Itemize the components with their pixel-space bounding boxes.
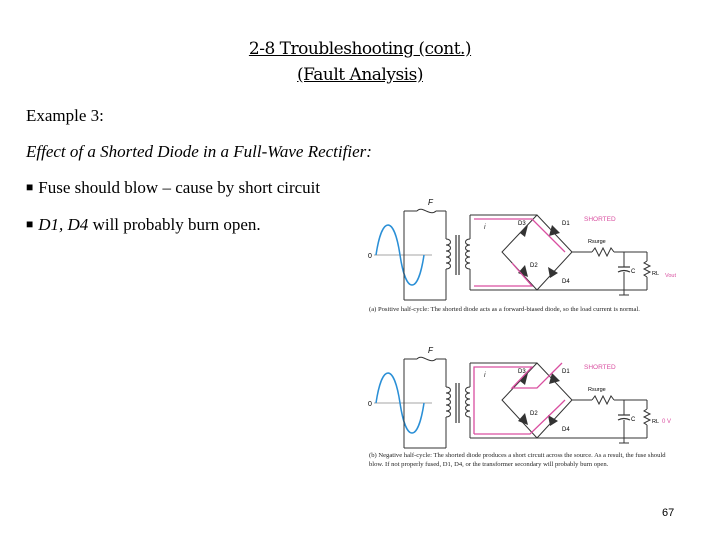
capacitor-label: C (631, 417, 636, 423)
figure-caption-b: (b) Negative half-cycle: The shorted diode produces a short circuit across the source. As a result, the fuse should blow. If not properly fused, D1, D4, or the transformer secondary will probably burn open. (369, 452, 666, 468)
d3-label: D3 (518, 369, 526, 375)
rsurge-label: Rsurge (588, 239, 606, 245)
circuit-diagram-b (368, 346, 671, 448)
d1-label: D1 (562, 221, 570, 227)
current-label: i (484, 372, 486, 379)
bullet-marker-icon: ■ (26, 217, 34, 231)
load-resistor (644, 409, 650, 425)
vout-label: 0 V (662, 419, 672, 425)
bullet-marker-icon: ■ (26, 180, 34, 194)
shorted-label: SHORTED (584, 216, 616, 223)
capacitor-label: C (631, 269, 636, 275)
surge-resistor (592, 248, 614, 256)
transformer-secondary (466, 239, 471, 269)
surge-resistor (592, 396, 614, 404)
d1-label: D1 (562, 369, 570, 375)
slide-title (0, 36, 720, 88)
circuit-diagram-a (368, 198, 676, 300)
transformer-secondary (466, 387, 471, 417)
bullet-item-1 (26, 178, 320, 198)
title-line-1: 2-8 Troubleshooting (cont.) (248, 39, 472, 59)
load-label: RL (652, 419, 660, 425)
bullet-text: will probably burn open. (88, 215, 261, 234)
transformer-primary (446, 387, 451, 417)
fuse-symbol (417, 209, 436, 212)
bullet-text: Fuse should blow – cause by short circuit (38, 178, 321, 197)
fuse-label: F (428, 346, 433, 355)
shorted-label: SHORTED (584, 364, 616, 371)
rectifier-circuit-figure (362, 195, 682, 485)
d2-label: D2 (530, 411, 538, 417)
d4-label: D4 (562, 279, 570, 285)
title-line-2: (Fault Analysis) (297, 65, 423, 85)
vout-label: Vout (665, 273, 677, 279)
current-label: i (484, 224, 486, 231)
d4-label: D4 (562, 427, 570, 433)
load-label: RL (652, 271, 660, 277)
fuse-symbol (417, 357, 436, 360)
zero-label: 0 (368, 253, 372, 260)
subtitle: Effect of a Shorted Diode in a Full-Wave Rectifier: (26, 142, 372, 161)
rsurge-label: Rsurge (588, 387, 606, 393)
fuse-label: F (428, 198, 433, 207)
load-resistor (644, 261, 650, 277)
page-number: 67 (662, 507, 675, 519)
d2-label: D2 (530, 263, 538, 269)
bullet-italic-text: D1, D4 (38, 215, 89, 234)
example-label: Example 3: (26, 106, 104, 125)
figure-caption-a: (a) Positive half-cycle: The shorted diode acts as a forward-biased diode, so the load current is normal. (369, 306, 640, 313)
zero-label: 0 (368, 401, 372, 408)
bullet-item-2 (26, 215, 261, 235)
d3-label: D3 (518, 221, 526, 227)
transformer-primary (446, 239, 451, 269)
